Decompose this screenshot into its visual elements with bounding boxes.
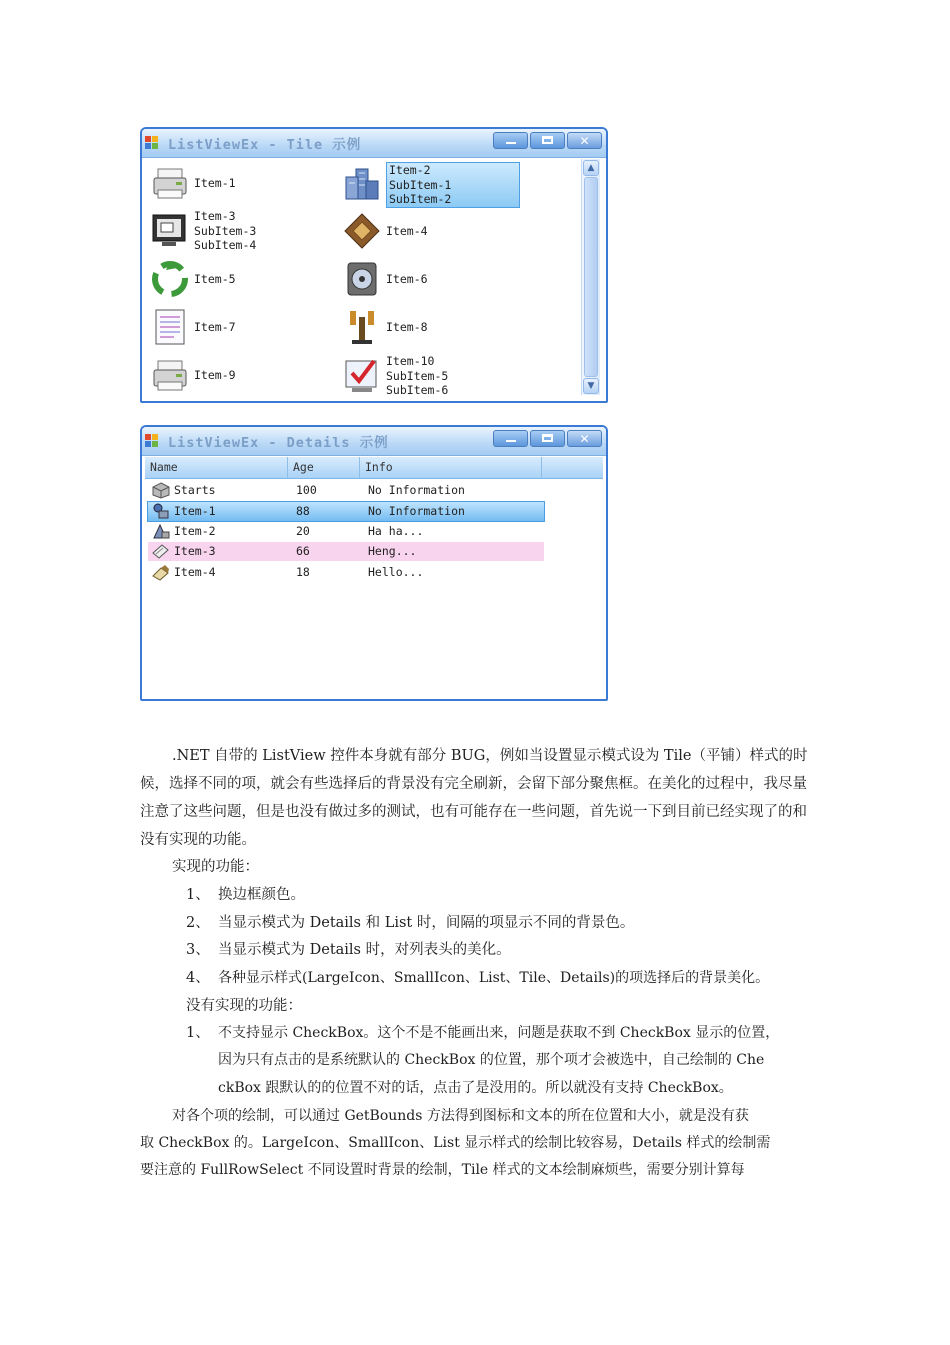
table-row[interactable] — [148, 481, 544, 500]
list-number: 4、 — [186, 970, 210, 986]
document-icon — [150, 307, 190, 347]
tile-line: Item-3 — [194, 209, 236, 223]
tile-line: Item-10 — [386, 354, 435, 368]
table-row[interactable] — [148, 542, 544, 561]
disk-icon — [342, 259, 382, 299]
cell-name: Item-1 — [174, 504, 216, 518]
not-implemented-heading: 没有实现的功能： — [186, 998, 302, 1014]
column-header — [145, 457, 603, 479]
cell-name: Starts — [174, 483, 216, 497]
close-button[interactable] — [567, 132, 602, 149]
scroll-thumb[interactable] — [584, 177, 598, 377]
tile-window-titlebar[interactable] — [142, 129, 606, 158]
tile-line: SubItem-4 — [194, 238, 257, 252]
column-header-info[interactable]: Info — [360, 457, 542, 478]
tile-item[interactable] — [142, 161, 332, 205]
tile-line: SubItem-1 — [389, 177, 452, 192]
column-header-name[interactable]: Name — [145, 457, 288, 478]
list-item-text: 换边框颜色。 — [218, 887, 305, 903]
tile-item[interactable] — [142, 305, 332, 349]
tile-line: Item-6 — [386, 272, 428, 286]
tile-item[interactable] — [334, 161, 524, 205]
app-icon — [145, 136, 159, 150]
tile-item[interactable] — [334, 305, 524, 349]
cell-info: No Information — [368, 483, 465, 497]
tile-item[interactable] — [334, 209, 524, 253]
maximize-button[interactable] — [530, 132, 565, 149]
cell-age: 66 — [296, 544, 310, 558]
chip-icon — [342, 211, 382, 251]
window-title: ListViewEx - Tile 示例 — [168, 137, 362, 153]
brush-icon — [152, 564, 170, 581]
list-number: 3、 — [186, 942, 210, 958]
details-window-titlebar[interactable] — [142, 427, 606, 456]
tile-item[interactable] — [142, 257, 332, 301]
monitor-icon — [150, 211, 190, 251]
list-item-text: 各种显示样式(LargeIcon、SmallIcon、List、Tile、Details)的项选择后的背景美化。 — [218, 970, 770, 986]
recycle-icon — [150, 259, 190, 299]
vertical-scrollbar[interactable] — [581, 159, 600, 395]
tile-line: SubItem-2 — [389, 192, 452, 206]
cell-name: Item-4 — [174, 565, 216, 579]
list-item-text: 不支持显示 CheckBox。这个不是不能画出来，问题是获取不到 CheckBox 显示的位置， — [218, 1025, 780, 1041]
tile-line: Item-8 — [386, 320, 428, 334]
cell-age: 100 — [296, 483, 317, 497]
table-row[interactable] — [148, 563, 544, 582]
cell-name: Item-2 — [174, 524, 216, 538]
tile-line: Item-2 — [389, 163, 431, 177]
minimize-button[interactable] — [493, 430, 528, 447]
tile-line: Item-1 — [194, 176, 236, 190]
table-row[interactable] — [148, 522, 544, 541]
wizard-icon — [152, 523, 170, 540]
tile-item[interactable] — [142, 353, 332, 397]
cell-age: 88 — [296, 504, 310, 518]
close-button[interactable] — [567, 430, 602, 447]
printer-icon — [150, 355, 190, 395]
cell-age: 18 — [296, 565, 310, 579]
tile-line: Item-5 — [194, 272, 236, 286]
implemented-heading: 实现的功能： — [172, 859, 259, 875]
tile-line: Item-4 — [386, 224, 428, 238]
pencil-icon — [152, 543, 170, 560]
table-row[interactable] — [148, 502, 544, 521]
list-number: 1、 — [186, 887, 210, 903]
tools-icon — [152, 503, 170, 520]
body-line: 对各个项的绘制，可以通过 GetBounds 方法得到图标和文本的所在位置和大小，就是没有获 — [172, 1108, 749, 1124]
tile-item[interactable] — [142, 209, 332, 253]
body-line: 取 CheckBox 的。LargeIcon、SmallIcon、List 显示样式的绘制比较容易，Details 样式的绘制需 — [140, 1135, 771, 1151]
body-line: 要注意的 FullRowSelect 不同设置时背景的绘制，Tile 样式的文本绘制麻烦些，需要分别计算每 — [140, 1162, 745, 1178]
minimize-button[interactable] — [493, 132, 528, 149]
tile-line: Item-9 — [194, 368, 236, 382]
intro-paragraph: .NET 自带的 ListView 控件本身就有部分 BUG，例如当设置显示模式设为 Tile（平铺）样式的时候，选择不同的项，就会有些选择后的背景没有完全刷新，会留下部分聚焦框。在美化的过程中，我尽量注意了这些问题，但是也没有做过多的测试，也有可能存在一些问题，首先说一下到目前已经实现了的和没有实现的功能。 — [140, 748, 808, 848]
scroll-down-button[interactable]: ▼ — [583, 378, 599, 394]
cell-info: Heng... — [368, 544, 417, 558]
list-number: 2、 — [186, 915, 210, 931]
tile-item[interactable] — [334, 353, 524, 395]
list-item-text: 当显示模式为 Details 和 List 时，间隔的项显示不同的背景色。 — [218, 915, 635, 931]
building-icon — [342, 163, 382, 203]
maximize-button[interactable] — [530, 430, 565, 447]
box-icon — [152, 482, 170, 499]
window-title: ListViewEx - Details 示例 — [168, 435, 389, 451]
column-header-age[interactable]: Age — [288, 457, 360, 478]
cell-info: Ha ha... — [368, 524, 424, 538]
tile-line: Item-7 — [194, 320, 236, 334]
list-number: 1、 — [186, 1025, 210, 1041]
tile-line: SubItem-3 — [194, 223, 257, 238]
tile-line: SubItem-6 — [386, 383, 449, 395]
checklist-icon — [342, 355, 382, 395]
tile-list — [142, 158, 578, 403]
stand-icon — [342, 307, 382, 347]
tile-line: SubItem-5 — [386, 368, 449, 383]
cell-info: Hello... — [368, 565, 424, 579]
tile-window — [140, 127, 608, 403]
cell-age: 20 — [296, 524, 310, 538]
cell-info: No Information — [368, 504, 465, 518]
cell-name: Item-3 — [174, 544, 216, 558]
list-item-text: ckBox 跟默认的的位置不对的话，点击了是没用的。所以就没有支持 CheckBox。 — [218, 1080, 733, 1096]
list-item-text: 因为只有点击的是系统默认的 CheckBox 的位置，那个项才会被选中，自己绘制的 Che — [218, 1052, 765, 1068]
details-window — [140, 425, 608, 701]
list-item-text: 当显示模式为 Details 时，对列表头的美化。 — [218, 942, 511, 958]
scroll-up-button[interactable]: ▲ — [583, 160, 599, 176]
printer-icon — [150, 163, 190, 203]
tile-item[interactable] — [334, 257, 524, 301]
app-icon — [145, 434, 159, 448]
